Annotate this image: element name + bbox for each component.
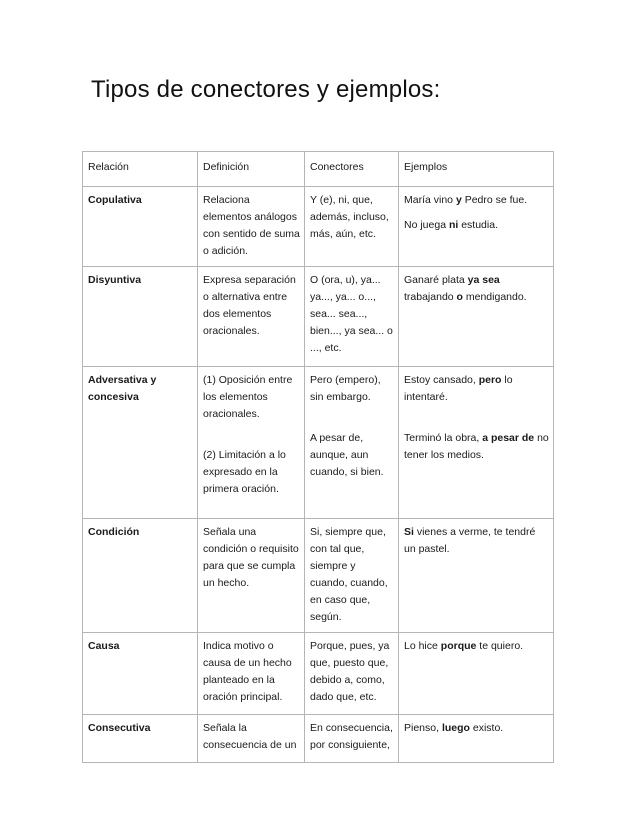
example-line: Estoy cansado, pero lo intentaré.: [404, 374, 513, 403]
example-line: Ganaré plata ya sea trabajando o mendigando.: [404, 274, 527, 303]
header-relacion: Relación: [83, 152, 198, 187]
row-definition: Expresa separación o alternativa entre dos elementos oracionales.: [198, 267, 305, 367]
example-line: Lo hice porque te quiero.: [404, 640, 524, 652]
row-examples: [399, 267, 554, 367]
page-title: Tipos de conectores y ejemplos:: [91, 76, 441, 103]
row-definition: Indica motivo o causa de un hecho planteado en la oración principal.: [198, 633, 305, 715]
header-definicion: Definición: [198, 152, 305, 187]
row-connectors: Si, siempre que, con tal que, siempre y cuando, cuando, en caso que, según.: [305, 519, 399, 633]
table-row: [83, 267, 554, 367]
row-relation: Causa: [83, 633, 198, 715]
table-row: [83, 519, 554, 633]
row-definition: Relaciona elementos análogos con sentido de suma o adición.: [198, 187, 305, 267]
example-line: Terminó la obra, a pesar de no tener los medios.: [404, 432, 549, 461]
row-relation: Copulativa: [83, 187, 198, 267]
header-ejemplos: Ejemplos: [399, 152, 554, 187]
row-examples: [399, 519, 554, 633]
table-row: [83, 715, 554, 763]
row-definition: (1) Oposición entre los elementos oracionales. (2) Limitación a lo expresado en la primera oración.: [198, 367, 305, 519]
row-relation: Disyuntiva: [83, 267, 198, 367]
example-line: Si vienes a verme, te tendré un pastel.: [404, 526, 536, 555]
row-examples: [399, 715, 554, 763]
table-row: [83, 367, 554, 519]
example-line: María vino y Pedro se fue.: [404, 194, 528, 206]
row-definition: Señala una condición o requisito para que se cumpla un hecho.: [198, 519, 305, 633]
example-line: Pienso, luego existo.: [404, 722, 504, 734]
table-row: [83, 187, 554, 267]
header-conectores: Conectores: [305, 152, 399, 187]
table-header-row: [83, 152, 554, 187]
row-relation: Condición: [83, 519, 198, 633]
row-relation: Consecutiva: [83, 715, 198, 763]
row-connectors: Y (e), ni, que, además, incluso, más, aún, etc.: [305, 187, 399, 267]
row-connectors: O (ora, u), ya... ya..., ya... o..., sea... sea..., bien..., ya sea... o ..., etc.: [305, 267, 399, 367]
row-relation: Adversativa y concesiva: [83, 367, 198, 519]
row-examples: [399, 187, 554, 267]
row-connectors: Porque, pues, ya que, puesto que, debido a, como, dado que, etc.: [305, 633, 399, 715]
table-row: [83, 633, 554, 715]
row-examples: [399, 367, 554, 519]
example-line: No juega ni estudia.: [404, 219, 498, 231]
connectors-table: [82, 151, 554, 763]
row-connectors: En consecuencia, por consiguiente,: [305, 715, 399, 763]
row-connectors: Pero (empero), sin embargo. A pesar de, aunque, aun cuando, si bien.: [305, 367, 399, 519]
row-definition: Señala la consecuencia de un: [198, 715, 305, 763]
row-examples: [399, 633, 554, 715]
